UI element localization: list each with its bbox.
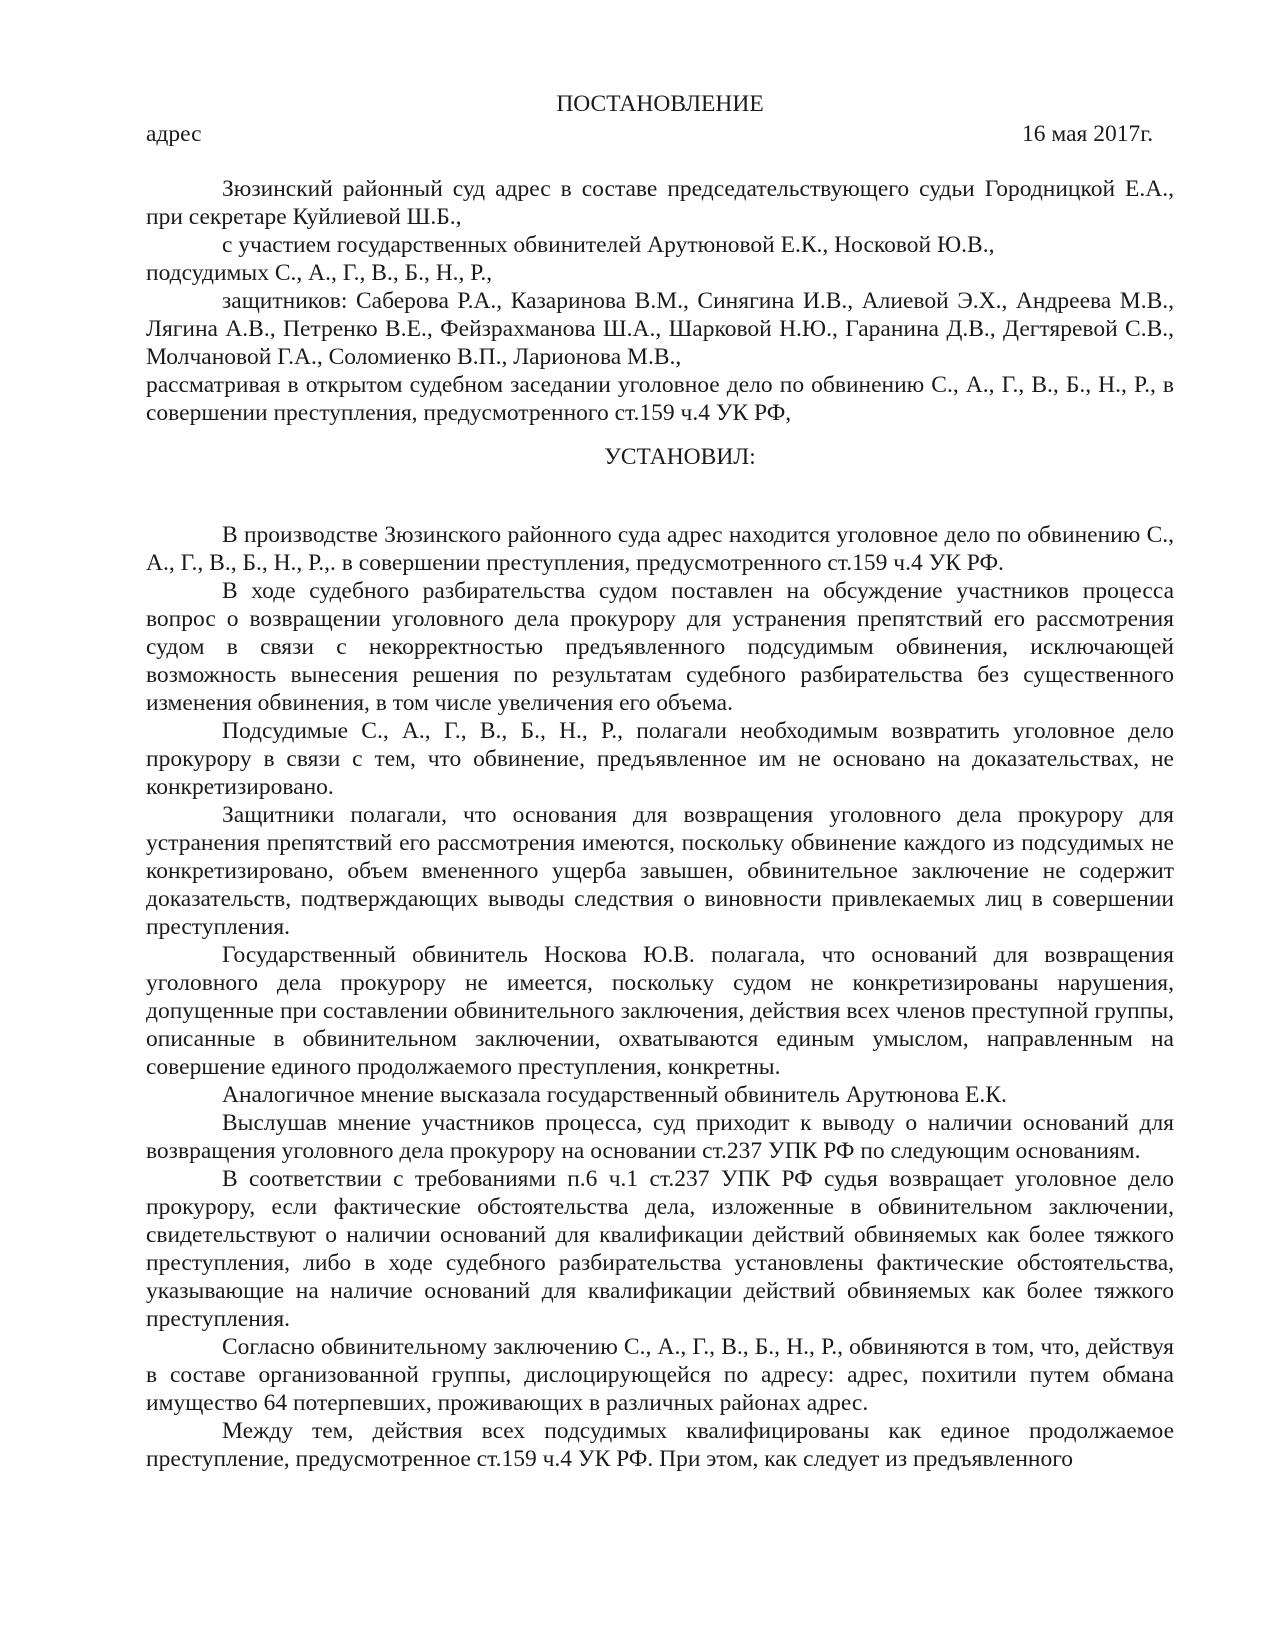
document-date: 16 мая 2017г. [1022,121,1154,147]
paragraph: В соответствии с требованиями п.6 ч.1 ст.237 УПК РФ судья возвращает уголовное дело прокурору, если фактические обстоятельства дела, изложенные в обвинительном заключении, свидетельствуют о наличии оснований для квалификации действий обвиняемых как более тяжкого преступления, либо в ходе судебного разбирательства установлены фактические обстоятельства, указывающие на наличие оснований для квалификации действий обвиняемых как более тяжкого преступления. [146,1166,1174,1332]
intro-defendants: подсудимых С., А., Г., В., Б., Н., Р., [146,260,493,286]
paragraph: В производстве Зюзинского районного суда адрес находится уголовное дело по обвинению С., А., Г., В., Б., Н., Р.,. в совершении преступления, предусмотренного ст.159 ч.4 УК РФ. [146,522,1174,576]
paragraph: Государственный обвинитель Носкова Ю.В. полагала, что оснований для возвращения уголовного дела прокурору не имеется, поскольку судом не конкретизированы нарушения, допущенные при составлении обвинительного заключения, действия всех членов преступной группы, описанные в обвинительном заключении, охватываются единым умыслом, направленным на совершение единого продолжаемого преступления, конкретны. [146,942,1174,1080]
body-text [146,521,1174,1473]
section-heading: УСТАНОВИЛ: [604,444,756,470]
paragraph: Подсудимые С., А., Г., В., Б., Н., Р., полагали необходимым возвратить уголовное дело прокурору в связи с тем, что обвинение, предъявленное им не основано на доказательствах, не конкретизировано. [146,718,1174,800]
document-place: адрес [146,121,202,147]
paragraph: Защитники полагали, что основания для возвращения уголовного дела прокурору для устранения препятствий его рассмотрения имеются, поскольку обвинение каждого из подсудимых не конкретизировано, объем вмененного ущерба завышен, обвинительное заключение не содержит доказательств, подтверждающих выводы следствия о виновности привлекаемых лиц в совершении преступления. [146,802,1174,940]
paragraph: Выслушав мнение участников процесса, суд приходит к выводу о наличии оснований для возвращения уголовного дела прокурору на основании ст.237 УПК РФ по следующим основаниям. [146,1110,1174,1164]
intro-case: рассматривая в открытом судебном заседании уголовное дело по обвинению С., А., Г., В., Б., Н., Р., в совершении преступления, предусмотренного ст.159 ч.4 УК РФ, [146,372,1174,426]
paragraph: Аналогичное мнение высказала государственный обвинитель Арутюнова Е.К. [222,1082,1007,1108]
intro-prosecutors: с участием государственных обвинителей Арутюновой Е.К., Носковой Ю.В., [222,232,995,258]
paragraph: Между тем, действия всех подсудимых квалифицированы как единое продолжаемое преступление, предусмотренное ст.159 ч.4 УК РФ. При этом, как следует из предъявленного [146,1418,1174,1472]
intro-defenders: защитников: Саберова Р.А., Казаринова В.М., Синягина И.В., Алиевой Э.Х., Андреева М.В., Лягина А.В., Петренко В.Е., Фейзрахманова Ш.А., Шарковой Н.Ю., Гаранина Д.В., Дегтяревой С.В., Молчановой Г.А., Соломиенко В.П., Ларионова М.В., [146,288,1174,370]
intro-court: Зюзинский районный суд адрес в составе председательствующего судьи Городницкой Е.А., при секретаре Куйлиевой Ш.Б., [146,176,1174,230]
paragraph: В ходе судебного разбирательства судом поставлен на обсуждение участников процесса вопрос о возвращении уголовного дела прокурору для устранения препятствий его рассмотрения судом в связи с некорректностью предъявленного подсудимым обвинения, исключающей возможность вынесения решения по результатам судебного разбирательства без существенного изменения обвинения, в том числе увеличения его объема. [146,578,1174,716]
intro-block [146,175,1174,427]
document-title: ПОСТАНОВЛЕНИЕ [556,91,764,117]
paragraph: Согласно обвинительному заключению С., А., Г., В., Б., Н., Р., обвиняются в том, что, действуя в составе организованной группы, дислоцирующейся по адресу: адрес, похитили путем обмана имущество 64 потерпевших, проживающих в различных районах адрес. [146,1334,1174,1416]
